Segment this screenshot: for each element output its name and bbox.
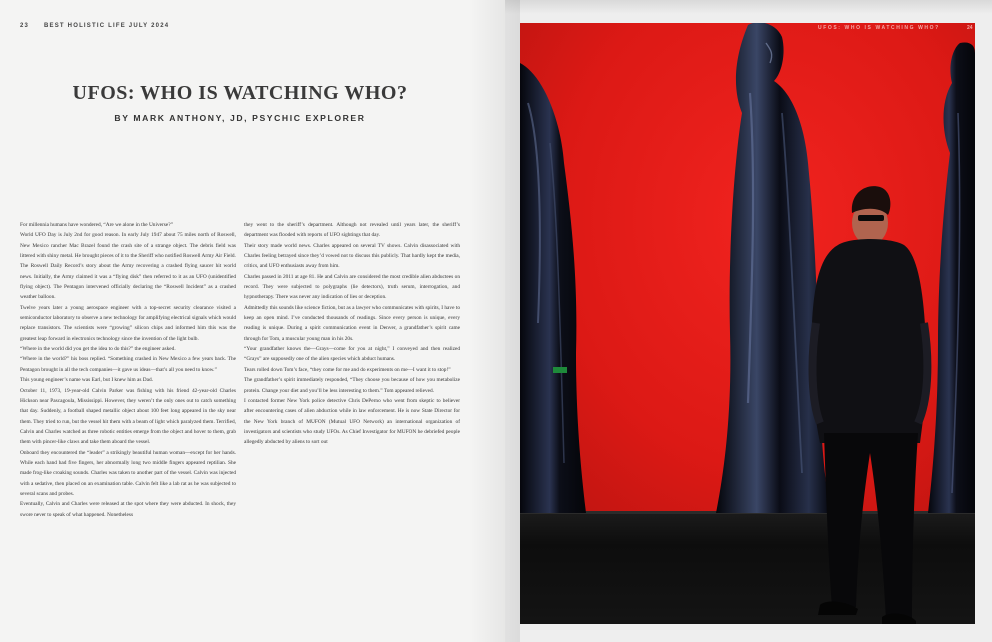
article-headline: UFOS: WHO IS WATCHING WHO? (72, 82, 408, 104)
article-column-2 (244, 220, 460, 630)
paragraph: “Where in the world?” his boss replied. “Something crashed in New Mexico a few years back. The Pentagon brought in all the tech companies—it gave us ideas—that’s all you need to know.” (20, 356, 236, 373)
photo-illustration (520, 23, 975, 624)
paragraph: The Roswell Daily Record’s story about the Army recovering a crashed flying saucer hit world news. Initially, the Army claimed it was a “flying disk” then referred to it as an UFO (unidentified flying object). The Pentagon intervened officially declaring the “Roswell Incident” as a crashed weather balloon. (20, 263, 236, 301)
magazine-running-head: BEST HOLISTIC LIFE JULY 2024 (44, 23, 170, 29)
article-byline: BY MARK ANTHONY, JD, PSYCHIC EXPLORER (114, 113, 366, 123)
paragraph: Their story made world news. Charles appeared on several TV shows. Calvin disassociated with Charles feeling betrayed since they’d vowed not to discuss this publicly. That hardly kept the media, critics, and UFO enthusiasts away from him. (244, 242, 460, 270)
paragraph: World UFO Day is July 2nd for good reason. In early July 1947 about 75 miles north of Roswell, New Mexico rancher Mac Brazel found the crash site of a strange object. The debris field was littered with shiny metal. He brought pieces of it to the Sheriff who notified Roswell Army Air Field. (20, 232, 236, 260)
robed-figure-left (520, 63, 586, 513)
paragraph: “Where in the world did you get the idea to do this?” the engineer asked. (20, 346, 176, 353)
paragraph: “Your grandfather knows the—Grays—come for you at night,” I conveyed and then realized “Grays” are supposedly one of the alien species which abduct humans. (244, 346, 460, 363)
robed-figure-center (716, 23, 832, 513)
running-head-right: UFOS: WHO IS WATCHING WHO? (818, 25, 940, 31)
paragraph: October 11, 1973, 19-year-old Calvin Parker was fishing with his friend 42-year-old Charles Hickson near Pascagoula, Mississippi. However, they weren’t the only ones out to catch something that day. Suddenly, a football shaped metallic object about 100 feet long appeared in the sky near them. They tried to run, but the vessel hit them with a beam of light which paralyzed them. Terrified, Calvin and Charles watched as three robotic entities emerge from the object and hover to them, grab them with pincer-like claws and take them aboard the vessel. (20, 387, 236, 446)
paragraph: I contacted former New York police detective Chris DePerno who went from skeptic to believer after encountering cases of alien abduction while in law enforcement. He is now State Director for the New York branch of MUFON (Mutual UFO Network) an international organization of investigators and scientists who study UFOs. As Chief Investigator for MUFON he debriefed people allegedly abducted by aliens to sort out (244, 397, 460, 446)
man-in-black (811, 186, 927, 624)
article-column-1 (20, 220, 236, 630)
page-number-right: 24 (967, 25, 973, 31)
robed-figure-right (928, 42, 975, 513)
paragraph: Twelve years later a young aerospace engineer with a top-secret security clearance visited a semiconductor laboratory to observe a new technology for amplifying electrical signals which would replace transistors. The scientists were “growing” silicon chips and informed him this was the greatest leap forward in electronics technology since the invention of the light bulb. (20, 304, 236, 342)
paragraph: Onboard they encountered the “leader” a strikingly beautiful human woman—except for her hands. While each hand had five fingers, her abnormally long two middle fingers appeared reptilian. She made frog-like croaking sounds. Charles was taken to another part of the vessel. Calvin was injected with a sedative, then placed on an examination table. Calvin felt like a lab rat as he was subjected to several scans and probes. (20, 449, 236, 497)
paragraph: The grandfather’s spirit immediately responded, “They choose you because of how you metabolize protein. Change your diet and you’ll be less interesting to them.” Tom appeared relieved. (244, 377, 460, 394)
article-photo (520, 23, 975, 624)
paragraph: they went to the sheriff’s department. Although not revealed until years later, the sheriff’s department was flooded with reports of UFO sightings that day. (244, 222, 460, 239)
paragraph: Tears rolled down Tom’s face, “they come for me and do experiments on me—I want it to stop!” (244, 366, 451, 373)
green-wall-tag (553, 367, 567, 373)
paragraph: Eventually, Calvin and Charles were released at the spot where they were abducted. In shock, they swore never to speak of what happened. Nonetheless (20, 501, 236, 518)
paragraph: Charles passed in 2011 at age 81. He and Calvin are considered the most credible alien abductees on record. They were subjected to polygraphs (lie detectors), truth serum, interrogation, and hypnotherapy. There was never any indication of lies or deception. (244, 273, 460, 301)
paragraph: For millennia humans have wondered, “Are we alone in the Universe?” (20, 222, 173, 228)
paragraph: Admittedly this sounds like science fiction, but as a lawyer who communicates with spirits, I have to keep an open mind. I’ve conducted thousands of readings. Since every person is unique, every reading is unique. During a spirit communication event in Denver, a grandfather’s spirit came through for Tom, a muscular young man in his 20s. (244, 304, 460, 342)
gutter-shadow (470, 0, 520, 642)
page-number-left: 23 (20, 23, 30, 29)
paragraph: This young engineer’s name was Earl, but I knew him as Dad. (20, 377, 154, 384)
